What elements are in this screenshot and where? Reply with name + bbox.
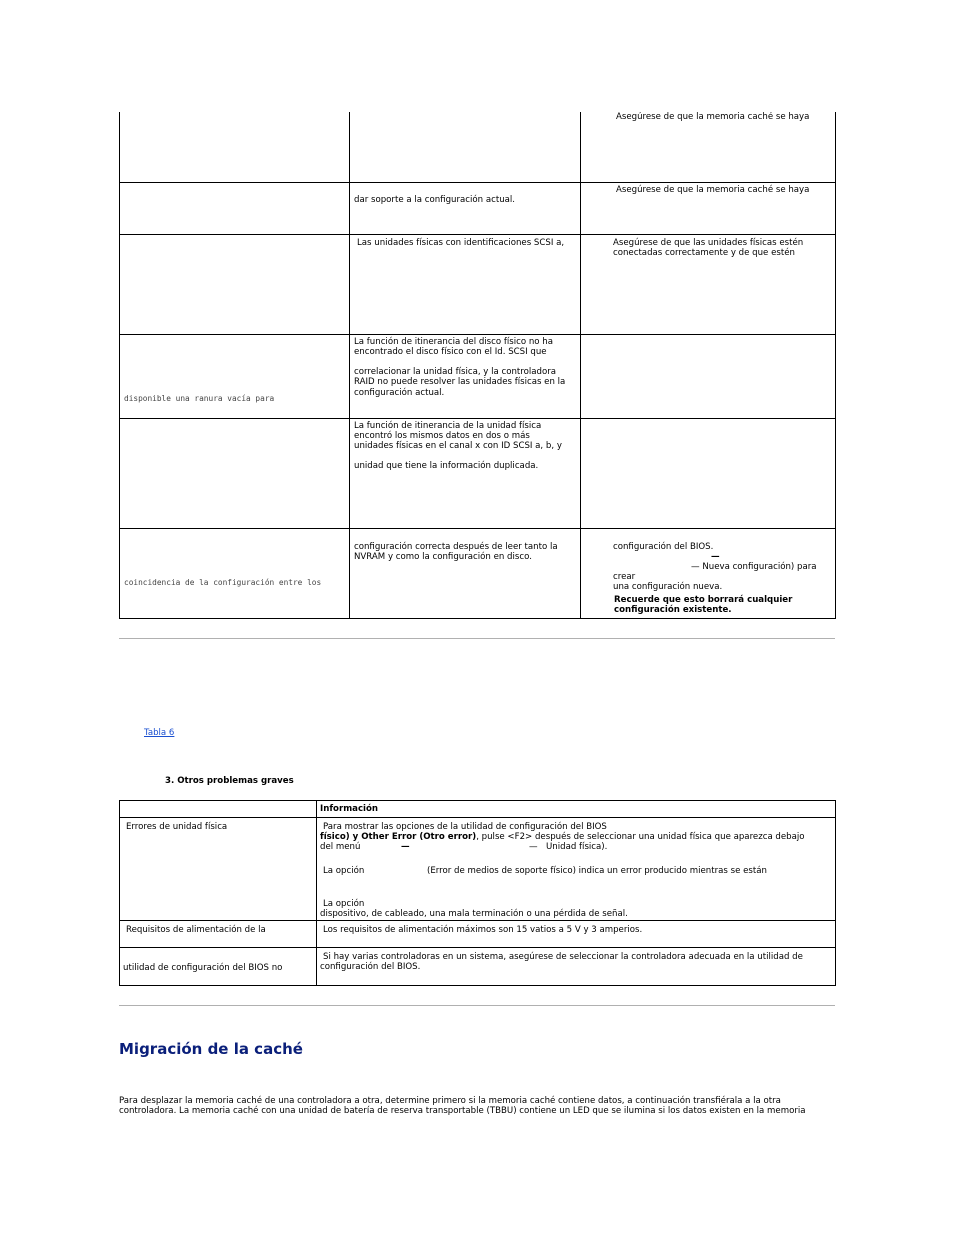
cell-text: Los requisitos de alimentación máximos son 15 vatios a 5 V y 3 amperios. (323, 925, 643, 935)
cell-text: del menú (320, 842, 361, 852)
table-row (120, 234, 836, 334)
table-cell (350, 112, 581, 182)
table-cell (581, 182, 836, 234)
cell-text: Requisitos de alimentación de la (126, 925, 266, 935)
table-cell (350, 418, 581, 528)
table-cell (581, 234, 836, 334)
cell-text: coincidencia de la configuración entre los (124, 577, 322, 587)
cell-text: Asegúrese de que la memoria caché se haya (616, 184, 810, 195)
table-cell (120, 921, 317, 948)
dash-separator: — (529, 842, 538, 852)
link-underline-trail (177, 728, 186, 738)
body-paragraph: Para desplazar la memoria caché de una controladora a otra, determine primero si la memoria caché contiene datos, a continuación transfiérala a la otra controladora. La memoria caché con una unidad de batería de reserva transportable (TBBU) contiene un LED que se ilumina si los datos existen en la memoria (119, 1096, 806, 1117)
table-row (120, 182, 836, 234)
dash-separator: — (711, 551, 720, 562)
table-6-link[interactable]: Tabla 6 (144, 728, 175, 738)
cell-text-line (320, 832, 805, 842)
cell-text: configuración del BIOS. (613, 541, 714, 552)
cell-text: Para mostrar las opciones de la utilidad de configuración del BIOS (323, 822, 607, 832)
table-row (120, 334, 836, 418)
table-cell (350, 528, 581, 618)
table-row (120, 112, 836, 182)
cell-text: dispositivo, de cableado, una mala terminación o una pérdida de señal. (320, 909, 628, 919)
cell-text: Errores de unidad física (126, 822, 228, 832)
table-cell (581, 112, 836, 182)
cell-text: Unidad física). (546, 842, 608, 852)
table-row (120, 818, 836, 921)
cell-text: Asegúrese de que las unidades físicas estén conectadas correctamente y de que estén (613, 237, 804, 258)
table-cell (350, 334, 581, 418)
table-cell (317, 948, 836, 986)
cell-text: Asegúrese de que la memoria caché se haya (616, 112, 810, 122)
table-cell (120, 418, 350, 528)
table-row (120, 418, 836, 528)
cell-text: , pulse <F2> después de seleccionar una unidad física que aparezca debajo (476, 832, 805, 842)
cell-text: (Error de medios de soporte físico) indica un error producido mientras se están (427, 866, 767, 876)
table-cell (350, 234, 581, 334)
table-cell (120, 528, 350, 618)
bold-term: físico) y Other Error (Otro error) (320, 832, 477, 842)
table-header-row (120, 801, 836, 818)
table-cell (317, 818, 836, 921)
table-cell (317, 921, 836, 948)
cell-text: Las unidades físicas con identificaciones SCSI a, (357, 237, 565, 248)
troubleshooting-table-1 (119, 112, 836, 619)
cell-text: La función de itinerancia del disco físico no ha encontrado el disco físico con el Id. SCSI que correlacionar la unidad física, y la controladora RAID no puede resolver las unidades físicas en la configuración actual. (354, 336, 566, 398)
page-heading: Migración de la caché (119, 1040, 303, 1058)
table-cell (120, 234, 350, 334)
warning-note: Recuerde que esto borrará cualquier configuración existente. (614, 594, 793, 615)
table-cell (120, 948, 317, 986)
cell-text: utilidad de configuración del BIOS no (123, 963, 283, 973)
dash-separator: — (401, 842, 410, 852)
table-header-cell (120, 801, 317, 818)
table-cell (350, 182, 581, 234)
cell-text: — Nueva configuración) para crear una configuración nueva. (613, 561, 817, 592)
cell-text: dar soporte a la configuración actual. (354, 194, 516, 205)
table-cell (120, 818, 317, 921)
table-cell (581, 334, 836, 418)
table-header-cell (317, 801, 836, 818)
table-cell (581, 528, 836, 618)
table-row (120, 921, 836, 948)
cell-text: La opción (323, 899, 365, 909)
header-text: Información (320, 804, 379, 814)
cell-text: disponible una ranura vacía para (124, 393, 275, 403)
table-row (120, 528, 836, 618)
table-cell (120, 334, 350, 418)
table-cell (120, 182, 350, 234)
table-row (120, 948, 836, 986)
divider (119, 1005, 835, 1006)
divider (119, 638, 835, 639)
troubleshooting-table-2 (119, 800, 836, 986)
table-cell (581, 418, 836, 528)
cell-text: Si hay varias controladoras en un sistema, asegúrese de seleccionar la controladora adecuada en la utilidad de configuración del BIOS. (320, 952, 803, 973)
table-cell (120, 112, 350, 182)
cell-text: La función de itinerancia de la unidad física encontró los mismos datos en dos o más unidades físicas en el canal x con ID SCSI a, b, y unidad que tiene la información duplicada. (354, 420, 562, 472)
cell-text: configuración correcta después de leer tanto la NVRAM y como la configuración en disco. (354, 541, 558, 562)
cell-text: La opción (323, 866, 365, 876)
section-title: 3. Otros problemas graves (165, 776, 294, 786)
